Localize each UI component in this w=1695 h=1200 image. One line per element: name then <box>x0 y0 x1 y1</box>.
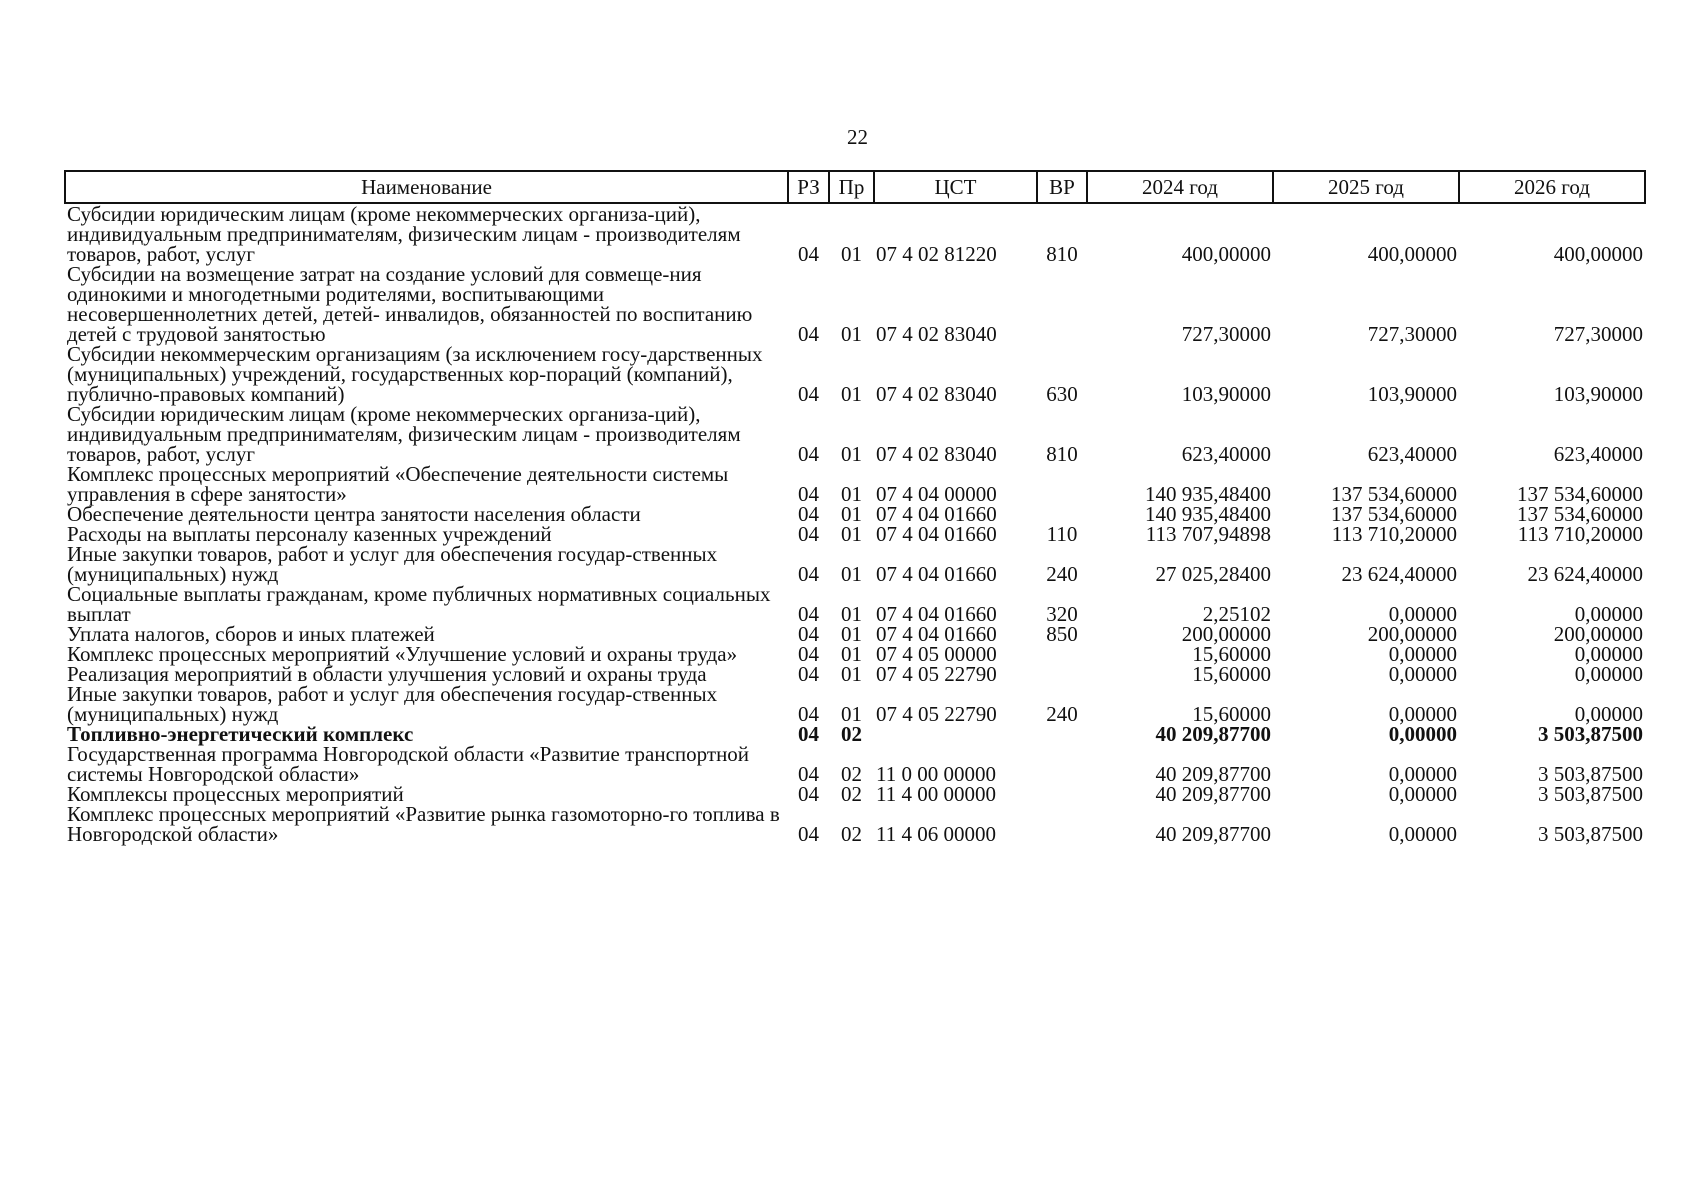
row-name: Обеспечение деятельности центра занятости населения области <box>67 502 641 526</box>
row-value-2025: 0,00000 <box>1388 782 1457 806</box>
row-value-2024: 727,30000 <box>1181 322 1271 346</box>
row-vr: 810 <box>1046 442 1078 466</box>
row-value-2025: 0,00000 <box>1388 602 1457 626</box>
row-cst: 07 4 04 01660 <box>876 562 997 586</box>
table-row <box>65 524 1645 544</box>
row-value-2026: 137 534,60000 <box>1517 482 1643 506</box>
row-value-2026: 200,00000 <box>1553 622 1643 646</box>
row-value-2024: 140 935,48400 <box>1145 502 1271 526</box>
row-vr <box>1037 744 1087 784</box>
row-vr <box>1037 664 1087 684</box>
header-2025: 2025 год <box>1273 171 1459 203</box>
row-value-2025: 137 534,60000 <box>1331 502 1457 526</box>
table-row <box>65 804 1645 844</box>
row-value-2024: 200,00000 <box>1181 622 1271 646</box>
row-value-2026: 623,40000 <box>1553 442 1643 466</box>
row-cst: 07 4 05 22790 <box>876 702 997 726</box>
table-row <box>65 664 1645 684</box>
table-row <box>65 404 1645 464</box>
row-value-2026: 400,00000 <box>1553 242 1643 266</box>
row-value-2025: 137 534,60000 <box>1331 482 1457 506</box>
row-vr <box>1037 804 1087 844</box>
row-name: Комплекс процессных мероприятий «Улучшение условий и охраны труда» <box>67 642 738 666</box>
row-cst <box>874 724 1037 744</box>
row-name: Иные закупки товаров, работ и услуг для обеспечения государ-ственных (муниципальных) нужд <box>67 682 718 726</box>
row-value-2026: 3 503,87500 <box>1538 722 1643 746</box>
row-cst: 07 4 02 83040 <box>876 442 997 466</box>
table-row <box>65 203 1645 264</box>
budget-table <box>64 170 1646 844</box>
row-value-2024: 40 209,87700 <box>1155 822 1271 846</box>
table-row <box>65 504 1645 524</box>
table-row <box>65 644 1645 664</box>
row-value-2025: 0,00000 <box>1388 662 1457 686</box>
row-cst: 11 0 00 00000 <box>876 762 996 786</box>
row-name: Комплексы процессных мероприятий <box>67 782 404 806</box>
row-value-2026: 3 503,87500 <box>1538 822 1643 846</box>
row-rz: 04 <box>798 642 819 666</box>
row-value-2025: 727,30000 <box>1367 322 1457 346</box>
row-value-2025: 623,40000 <box>1367 442 1457 466</box>
row-value-2026: 3 503,87500 <box>1538 762 1643 786</box>
row-name: Социальные выплаты гражданам, кроме публичных нормативных социальных выплат <box>67 582 771 626</box>
row-name: Субсидии юридическим лицам (кроме некоммерческих организа-ций), индивидуальным предпринимателям, физическим лицам - производителям товаров, работ, услуг <box>67 402 741 466</box>
row-value-2026: 103,90000 <box>1553 382 1643 406</box>
row-cst: 07 4 05 22790 <box>876 662 997 686</box>
row-name: Субсидии на возмещение затрат на создание условий для совмеще-ния одинокими и многодетными родителями, воспитывающими несовершеннолетних детей, детей- инвалидов, обязанностей по воспитанию детей с трудовой занятостью <box>67 262 753 346</box>
row-name: Субсидии некоммерческим организациям (за исключением госу-дарственных (муниципальных) учреждений, государственных кор-пораций (компаний), публично-правовых компаний) <box>67 342 763 406</box>
row-pr: 02 <box>841 722 862 746</box>
row-vr: 110 <box>1046 522 1078 546</box>
table-row <box>65 544 1645 584</box>
row-cst: 11 4 00 00000 <box>876 782 996 806</box>
row-vr: 240 <box>1046 562 1078 586</box>
row-pr: 01 <box>841 622 862 646</box>
row-value-2026: 727,30000 <box>1553 322 1643 346</box>
header-2024: 2024 год <box>1087 171 1273 203</box>
header-name: Наименование <box>65 171 788 203</box>
row-pr: 01 <box>841 482 862 506</box>
row-value-2024: 400,00000 <box>1181 242 1271 266</box>
row-vr <box>1037 784 1087 804</box>
row-value-2025: 0,00000 <box>1388 722 1457 746</box>
row-cst: 07 4 04 01660 <box>876 502 997 526</box>
row-pr: 01 <box>841 702 862 726</box>
row-pr: 02 <box>841 762 862 786</box>
row-name: Уплата налогов, сборов и иных платежей <box>67 622 435 646</box>
row-cst: 07 4 04 01660 <box>876 622 997 646</box>
header-pr: Пр <box>829 171 874 203</box>
row-vr <box>1037 644 1087 664</box>
row-cst: 07 4 05 00000 <box>876 642 997 666</box>
row-value-2026: 0,00000 <box>1574 642 1643 666</box>
row-vr <box>1037 504 1087 524</box>
row-pr: 01 <box>841 522 862 546</box>
row-rz: 04 <box>798 242 819 266</box>
row-cst: 11 4 06 00000 <box>876 822 996 846</box>
row-cst: 07 4 04 00000 <box>876 482 997 506</box>
table-row <box>65 344 1645 404</box>
row-rz: 04 <box>798 322 819 346</box>
row-value-2024: 27 025,28400 <box>1155 562 1271 586</box>
row-rz: 04 <box>798 522 819 546</box>
row-cst: 07 4 02 83040 <box>876 322 997 346</box>
row-name: Расходы на выплаты персоналу казенных учреждений <box>67 522 552 546</box>
row-vr <box>1037 464 1087 504</box>
row-name: Комплекс процессных мероприятий «Развитие рынка газомоторно-го топлива в Новгородской области» <box>67 802 780 846</box>
row-rz: 04 <box>798 602 819 626</box>
row-name: Иные закупки товаров, работ и услуг для обеспечения государ-ственных (муниципальных) нужд <box>67 542 718 586</box>
row-value-2024: 2,25102 <box>1202 602 1271 626</box>
row-vr: 810 <box>1046 242 1078 266</box>
row-value-2026: 23 624,40000 <box>1527 562 1643 586</box>
row-value-2024: 40 209,87700 <box>1155 782 1271 806</box>
row-rz: 04 <box>798 662 819 686</box>
header-rz: РЗ <box>788 171 829 203</box>
row-rz: 04 <box>798 722 819 746</box>
row-cst: 07 4 02 83040 <box>876 382 997 406</box>
row-value-2025: 400,00000 <box>1367 242 1457 266</box>
row-value-2025: 0,00000 <box>1388 642 1457 666</box>
row-cst: 07 4 04 01660 <box>876 522 997 546</box>
table-header <box>65 171 1645 203</box>
row-cst: 07 4 02 81220 <box>876 242 997 266</box>
row-value-2024: 623,40000 <box>1181 442 1271 466</box>
row-pr: 01 <box>841 242 862 266</box>
row-value-2025: 200,00000 <box>1367 622 1457 646</box>
row-value-2026: 3 503,87500 <box>1538 782 1643 806</box>
header-vr: ВР <box>1037 171 1087 203</box>
row-value-2024: 15,60000 <box>1192 702 1271 726</box>
header-cst: ЦСТ <box>874 171 1037 203</box>
row-name: Реализация мероприятий в области улучшения условий и охраны труда <box>67 662 707 686</box>
table-row <box>65 584 1645 624</box>
row-pr: 02 <box>841 782 862 806</box>
row-rz: 04 <box>798 482 819 506</box>
row-rz: 04 <box>798 382 819 406</box>
row-value-2025: 0,00000 <box>1388 702 1457 726</box>
row-pr: 01 <box>841 562 862 586</box>
row-value-2024: 103,90000 <box>1181 382 1271 406</box>
table-body <box>65 203 1645 844</box>
table-row <box>65 684 1645 724</box>
row-name: Государственная программа Новгородской области «Развитие транспортной системы Новгородской области» <box>67 742 750 786</box>
row-value-2024: 113 707,94898 <box>1145 522 1271 546</box>
row-pr: 01 <box>841 642 862 666</box>
row-value-2024: 40 209,87700 <box>1155 722 1271 746</box>
row-value-2024: 15,60000 <box>1192 642 1271 666</box>
row-vr: 240 <box>1046 702 1078 726</box>
row-value-2026: 137 534,60000 <box>1517 502 1643 526</box>
table-row <box>65 264 1645 344</box>
row-rz: 04 <box>798 502 819 526</box>
row-value-2026: 0,00000 <box>1574 662 1643 686</box>
row-value-2024: 15,60000 <box>1192 662 1271 686</box>
row-value-2026: 113 710,20000 <box>1517 522 1643 546</box>
row-value-2025: 23 624,40000 <box>1341 562 1457 586</box>
row-rz: 04 <box>798 822 819 846</box>
row-name: Субсидии юридическим лицам (кроме некоммерческих организа-ций), индивидуальным предпринимателям, физическим лицам - производителям товаров, работ, услуг <box>67 202 741 266</box>
row-rz: 04 <box>798 622 819 646</box>
row-pr: 01 <box>841 602 862 626</box>
row-vr <box>1037 724 1087 744</box>
row-value-2026: 0,00000 <box>1574 602 1643 626</box>
row-vr: 850 <box>1046 622 1078 646</box>
table-row <box>65 624 1645 644</box>
header-2026: 2026 год <box>1459 171 1645 203</box>
row-value-2025: 0,00000 <box>1388 762 1457 786</box>
row-pr: 01 <box>841 382 862 406</box>
row-rz: 04 <box>798 442 819 466</box>
row-vr: 320 <box>1046 602 1078 626</box>
row-rz: 04 <box>798 762 819 786</box>
row-value-2025: 103,90000 <box>1367 382 1457 406</box>
row-rz: 04 <box>798 562 819 586</box>
row-rz: 04 <box>798 702 819 726</box>
row-value-2024: 40 209,87700 <box>1155 762 1271 786</box>
table-row <box>65 784 1645 804</box>
row-value-2025: 113 710,20000 <box>1331 522 1457 546</box>
row-pr: 01 <box>841 662 862 686</box>
row-pr: 01 <box>841 502 862 526</box>
table-row <box>65 464 1645 504</box>
row-vr: 630 <box>1046 382 1078 406</box>
row-pr: 01 <box>841 322 862 346</box>
page-number: 22 <box>847 125 868 149</box>
row-name: Топливно-энергетический комплекс <box>67 722 414 746</box>
row-value-2026: 0,00000 <box>1574 702 1643 726</box>
table-row <box>65 744 1645 784</box>
row-pr: 02 <box>841 822 862 846</box>
row-rz: 04 <box>798 782 819 806</box>
table-row <box>65 724 1645 744</box>
row-value-2024: 140 935,48400 <box>1145 482 1271 506</box>
row-value-2025: 0,00000 <box>1388 822 1457 846</box>
row-name: Комплекс процессных мероприятий «Обеспечение деятельности системы управления в сфере занятости» <box>67 462 729 506</box>
row-cst: 07 4 04 01660 <box>876 602 997 626</box>
row-vr <box>1037 264 1087 344</box>
row-pr: 01 <box>841 442 862 466</box>
